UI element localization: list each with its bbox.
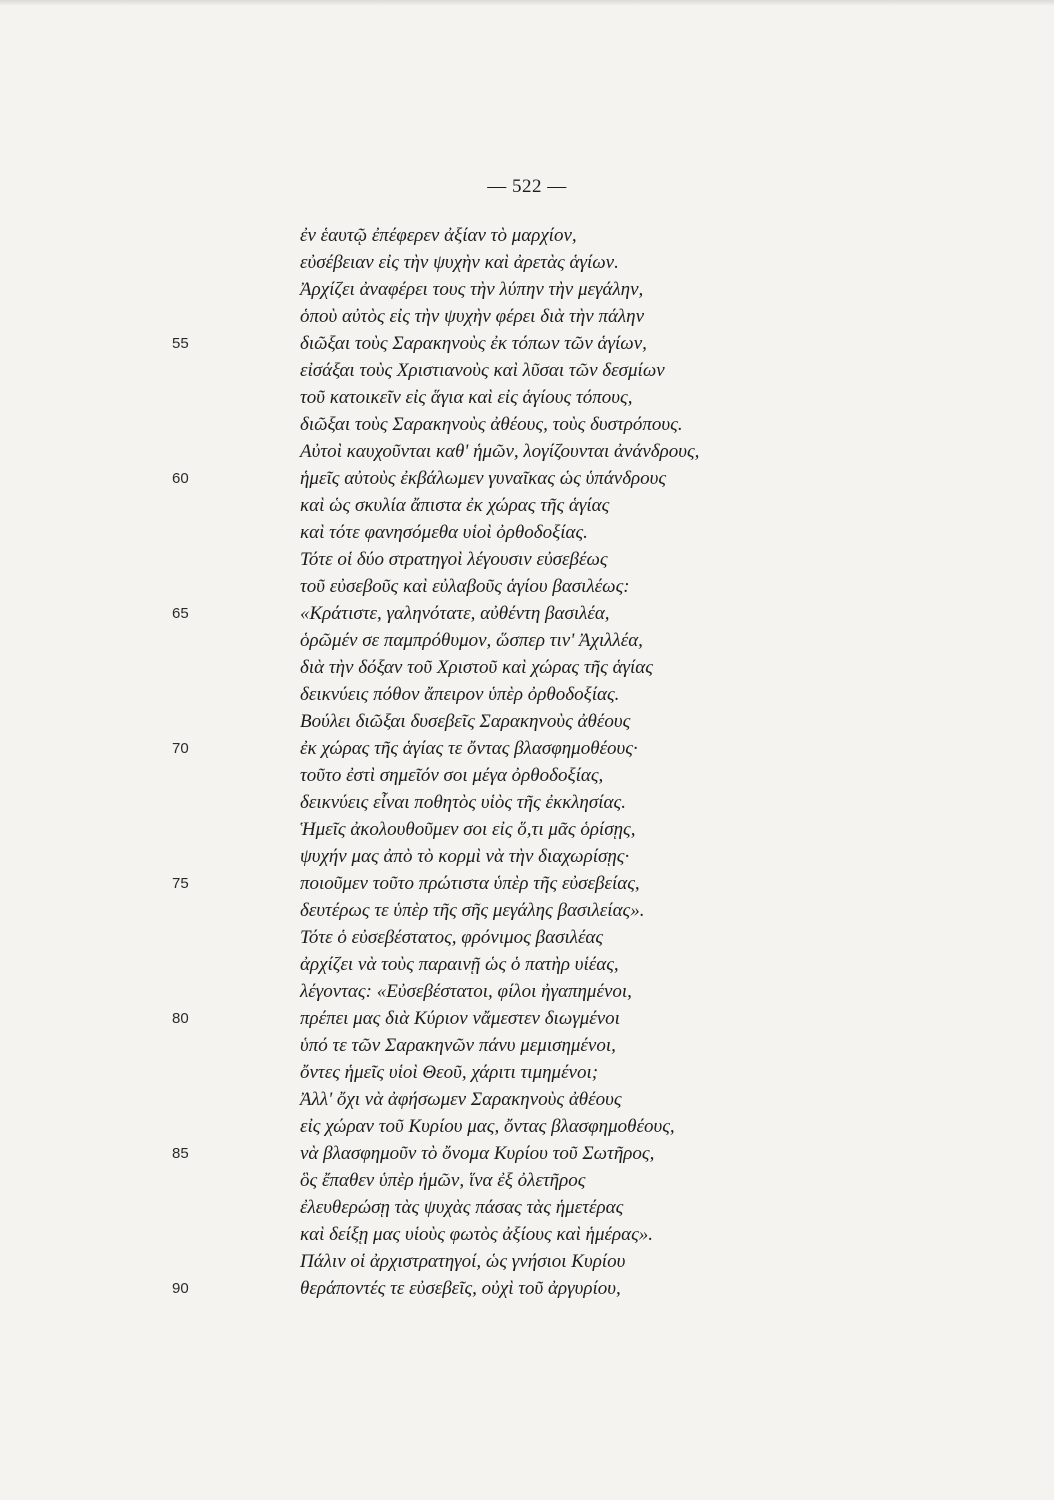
line-number: 70 bbox=[172, 740, 189, 757]
line-number: 90 bbox=[172, 1280, 189, 1297]
verse-line: Τότε οἱ δύο στρατηγοὶ λέγουσιν εὐσεβέως bbox=[300, 549, 608, 570]
verse-line: λέγοντας: «Εὐσεβέστατοι, φίλοι ἠγαπημένοι, bbox=[300, 981, 632, 1002]
verse-line: Βούλει διῶξαι δυσεβεῖς Σαρακηνοὺς ἀθέους bbox=[300, 711, 631, 732]
verse-line: διῶξαι τοὺς Σαρακηνοὺς ἐκ τόπων τῶν ἁγίων, bbox=[300, 333, 647, 354]
line-number: 85 bbox=[172, 1145, 189, 1162]
verse-line: Πάλιν οἱ ἀρχιστρατηγοί, ὡς γνήσιοι Κυρίου bbox=[300, 1251, 626, 1272]
verse-line: θεράποντές τε εὐσεβεῖς, οὐχὶ τοῦ ἀργυρίου, bbox=[300, 1278, 621, 1299]
verse-line: τοῦ εὐσεβοῦς καὶ εὐλαβοῦς ἁγίου βασιλέως: bbox=[300, 576, 630, 597]
verse-line: ἡμεῖς αὐτοὺς ἐκβάλωμεν γυναῖκας ὡς ὑπάνδρους bbox=[300, 468, 667, 489]
verse-line: ἐκ χώρας τῆς ἁγίας τε ὄντας βλασφημοθέους· bbox=[300, 738, 638, 759]
verse-line: εἰσάξαι τοὺς Χριστιανοὺς καὶ λῦσαι τῶν δεσμίων bbox=[300, 360, 665, 381]
verse-line: νὰ βλασφημοῦν τὸ ὄνομα Κυρίου τοῦ Σωτῆρος, bbox=[300, 1143, 655, 1164]
verse-line: ποιοῦμεν τοῦτο πρώτιστα ὑπὲρ τῆς εὐσεβείας, bbox=[300, 873, 640, 894]
verse-line: διῶξαι τοὺς Σαρακηνοὺς ἀθέους, τοὺς δυστρόπους. bbox=[300, 414, 683, 435]
verse-line: Ἡμεῖς ἀκολουθοῦμεν σοι εἰς ὅ,τι μᾶς ὁρίσῃς, bbox=[300, 819, 636, 840]
verse-line: πρέπει μας διὰ Κύριον νἄμεστεν διωγμένοι bbox=[300, 1008, 620, 1029]
line-number: 65 bbox=[172, 605, 189, 622]
line-number: 55 bbox=[172, 335, 189, 352]
verse-line: ἐλευθερώσῃ τὰς ψυχὰς πάσας τὰς ἡμετέρας bbox=[300, 1197, 624, 1218]
page-number: — 522 — bbox=[487, 176, 567, 197]
verse-line: Ἀλλ' ὄχι νὰ ἀφήσωμεν Σαρακηνοὺς ἀθέους bbox=[300, 1089, 622, 1110]
verse-line: εὐσέβειαν εἰς τὴν ψυχὴν καὶ ἀρετὰς ἁγίων. bbox=[300, 252, 619, 273]
verse-line: ὃς ἔπαθεν ὑπὲρ ἡμῶν, ἵνα ἐξ ὀλετῆρος bbox=[300, 1170, 586, 1191]
line-number: 75 bbox=[172, 875, 189, 892]
verse-line: δεικνύεις εἶναι ποθητὸς υἱὸς τῆς ἐκκλησίας. bbox=[300, 792, 626, 813]
verse-line: δεικνύεις πόθον ἄπειρον ὑπὲρ ὀρθοδοξίας. bbox=[300, 684, 620, 705]
verse-line: τοῦ κατοικεῖν εἰς ἅγια καὶ εἰς ἁγίους τόπους, bbox=[300, 387, 633, 408]
verse-line: δευτέρως τε ὑπὲρ τῆς σῆς μεγάλης βασιλείας». bbox=[300, 900, 645, 921]
verse-line: ψυχήν μας ἀπὸ τὸ κορμὶ νὰ τὴν διαχωρίσῃς· bbox=[300, 846, 630, 867]
verse-line: ὄντες ἡμεῖς υἱοὶ Θεοῦ, χάριτι τιμημένοι; bbox=[300, 1062, 599, 1083]
verse-line: εἰς χώραν τοῦ Κυρίου μας, ὄντας βλασφημοθέους, bbox=[300, 1116, 675, 1137]
verse-line: τοῦτο ἐστὶ σημεῖόν σοι μέγα ὀρθοδοξίας, bbox=[300, 765, 604, 786]
verse-line: ὑπό τε τῶν Σαρακηνῶν πάνυ μεμισημένοι, bbox=[300, 1035, 616, 1056]
verse-line: ἀρχίζει νὰ τοὺς παραινῇ ὡς ὁ πατὴρ υἱέας, bbox=[300, 954, 619, 975]
verse-line: ὁρῶμέν σε παμπρόθυμον, ὥσπερ τιν' Ἀχιλλέα, bbox=[300, 630, 643, 651]
line-number: 80 bbox=[172, 1010, 189, 1027]
verse-line: καὶ δείξῃ μας υἱοὺς φωτὸς ἀξίους καὶ ἡμέρας». bbox=[300, 1224, 654, 1245]
verse-line: καὶ ὡς σκυλία ἄπιστα ἐκ χώρας τῆς ἁγίας bbox=[300, 495, 610, 516]
verse-line: Ἀρχίζει ἀναφέρει τους τὴν λύπην τὴν μεγάλην, bbox=[300, 279, 644, 300]
verse-line: διὰ τὴν δόξαν τοῦ Χριστοῦ καὶ χώρας τῆς ἁγίας bbox=[300, 657, 653, 678]
line-number: 60 bbox=[172, 470, 189, 487]
page-top-edge bbox=[0, 0, 1054, 6]
verse-line: ὁποὺ αὐτὸς εἰς τὴν ψυχὴν φέρει διὰ τὴν πάλην bbox=[300, 306, 645, 327]
verse-line: ἐν ἑαυτῷ ἐπέφερεν ἀξίαν τὸ μαρχίον, bbox=[300, 225, 577, 246]
verse-line: καὶ τότε φανησόμεθα υἱοὶ ὀρθοδοξίας. bbox=[300, 522, 588, 543]
verse-line: «Κράτιστε, γαληνότατε, αὐθέντη βασιλέα, bbox=[300, 603, 610, 624]
verse-line: Τότε ὁ εὐσεβέστατος, φρόνιμος βασιλέας bbox=[300, 927, 604, 948]
verse-line: Αὐτοὶ καυχοῦνται καθ' ἡμῶν, λογίζουνται ἀνάνδρους, bbox=[300, 441, 700, 462]
